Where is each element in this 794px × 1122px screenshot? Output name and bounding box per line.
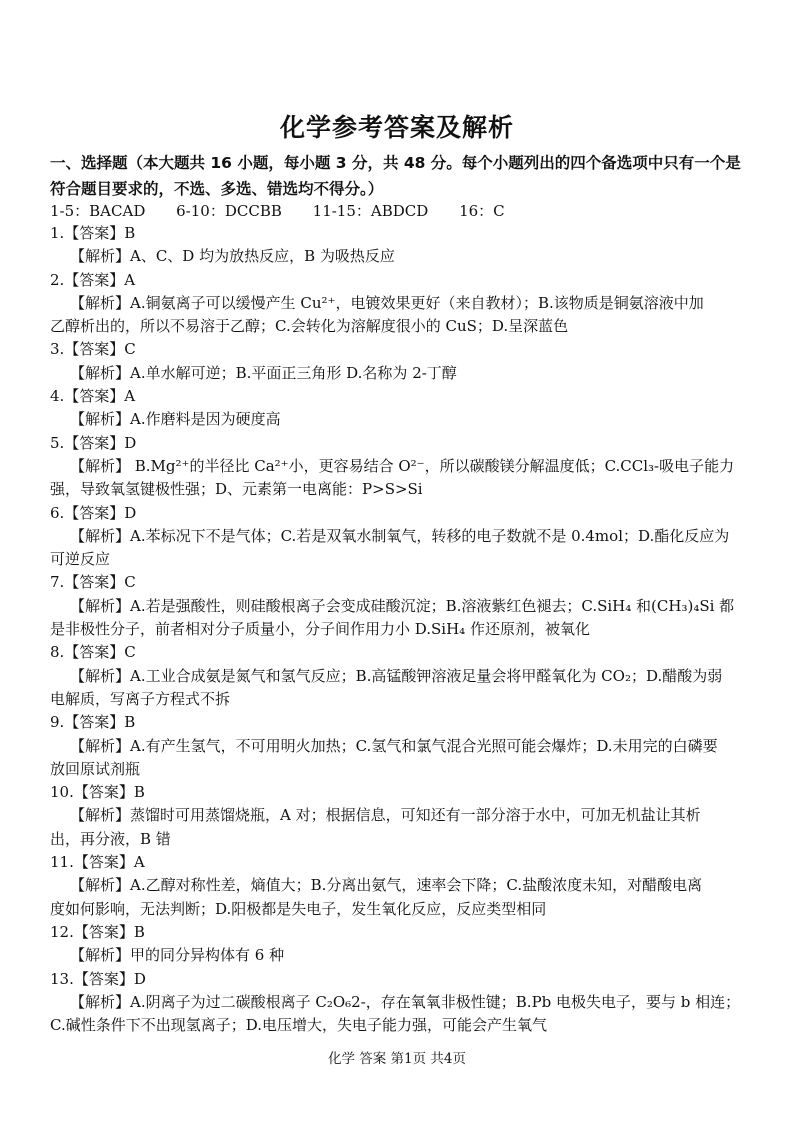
page-footer: 化学 答案 第1页 共4页 — [327, 1051, 467, 1067]
explanation — [50, 245, 750, 268]
answer-line: 5.【答案】D — [50, 433, 137, 452]
explanation-line: 【解析】A.阴离子为过二碳酸根离子 C₂O₆2-，存在氧氧非极性键；B.Pb 电极失电子，要与 b 相连； — [70, 992, 741, 1011]
explanation-line-continued: 可逆反应 — [50, 550, 111, 569]
page-title: 化学参考答案及解析 — [279, 113, 514, 142]
answer-line: 6.【答案】D — [50, 503, 137, 522]
explanation-line-continued: 电解质，写离子方程式不拆 — [50, 689, 231, 708]
answer-item — [50, 385, 750, 432]
explanation-line-continued: 出，再分液，B 错 — [50, 829, 171, 848]
explanation-line: 【解析】A、C、D 均为放热反应，B 为吸热反应 — [70, 247, 395, 266]
explanation — [50, 408, 750, 431]
section-heading: 一、选择题（本大题共 16 小题，每小题 3 分，共 48 分。每个小题列出的四个备选项中只有一个是符合题目要求的，不选、多选、错选均不得分。） — [50, 154, 741, 198]
answer-line: 2.【答案】A — [50, 270, 136, 289]
explanation-line: 【解析】A.铜氨离子可以缓慢产生 Cu²⁺，电镀效果更好（来自教材）；B.该物质是铜氨溶液中加 — [70, 293, 704, 312]
explanation-line: 【解析】A.乙醇对称性差，熵值大；B.分离出氨气，速率会下降；C.盐酸浓度未知，对醋酸电离 — [70, 876, 703, 895]
explanation-line: 【解析】A.工业合成氨是氮气和氢气反应；B.高锰酸钾溶液足量会将甲醛氧化为 CO₂；D.醋酸为弱 — [70, 666, 723, 685]
answer-line: 10.【答案】B — [50, 783, 145, 802]
answer-item — [50, 269, 750, 339]
summary-6-10: 6-10：DCCBB — [176, 202, 282, 220]
answer-line: 13.【答案】D — [50, 969, 146, 988]
explanation — [50, 665, 750, 712]
answer-line: 12.【答案】B — [50, 922, 145, 941]
explanation — [50, 944, 750, 967]
answer-item — [50, 222, 750, 269]
explanation-line-continued: 度如何影响，无法判断；D.阳极都是失电子，发生氧化反应，反应类型相同 — [50, 899, 547, 918]
explanation — [50, 292, 750, 339]
answer-list — [50, 222, 750, 1037]
answer-item — [50, 711, 750, 781]
answer-line: 4.【答案】A — [50, 387, 136, 406]
explanation — [50, 455, 750, 502]
explanation-line: 【解析】A.单水解可逆；B.平面正三角形 D.名称为 2-丁醇 — [70, 363, 457, 382]
explanation — [50, 991, 750, 1038]
answer-item — [50, 338, 750, 385]
answer-line: 8.【答案】C — [50, 643, 136, 662]
answer-item — [50, 641, 750, 711]
explanation-line: 【解析】 B.Mg²⁺的半径比 Ca²⁺小，更容易结合 O²⁻，所以碳酸镁分解温度低；C.CCl₃-吸电子能力 — [70, 456, 735, 475]
answer-summary — [50, 200, 531, 222]
explanation — [50, 804, 750, 851]
answer-item — [50, 502, 750, 572]
explanation-line: 【解析】A.有产生氢气，不可用明火加热；C.氢气和氯气混合光照可能会爆炸；D.未用完的白磷要 — [70, 736, 718, 755]
explanation — [50, 595, 750, 642]
answer-item — [50, 571, 750, 641]
explanation-line: 【解析】蒸馏时可用蒸馏烧瓶，A 对；根据信息，可知还有一部分溶于水中，可加无机盐让其析 — [70, 806, 701, 825]
explanation-line: 【解析】A.作磨料是因为硬度高 — [70, 410, 281, 429]
answer-item — [50, 851, 750, 921]
explanation-line-continued: 强，导致氧氢键极性强；D、元素第一电离能：P>S>Si — [50, 480, 423, 499]
explanation-line-continued: C.碱性条件下不出现氢离子；D.电压增大，失电子能力强，可能会产生氧气 — [50, 1016, 547, 1035]
answer-line: 1.【答案】B — [50, 224, 136, 242]
answer-item — [50, 921, 750, 968]
answer-line: 3.【答案】C — [50, 340, 136, 359]
explanation — [50, 874, 750, 921]
answer-item — [50, 781, 750, 851]
answer-line: 11.【答案】A — [50, 853, 145, 872]
answer-line: 7.【答案】C — [50, 573, 136, 592]
explanation — [50, 735, 750, 782]
summary-11-15: 11-15：ABDCD — [312, 202, 429, 220]
explanation — [50, 525, 750, 572]
answer-item — [50, 432, 750, 502]
answer-item — [50, 968, 750, 1038]
explanation-line: 【解析】甲的同分异构体有 6 种 — [70, 946, 285, 965]
explanation-line-continued: 是非极性分子，前者相对分子质量小，分子间作用力小 D.SiH₄ 作还原剂，被氧化 — [50, 620, 590, 639]
explanation — [50, 362, 750, 385]
explanation-line-continued: 放回原试剂瓶 — [50, 759, 141, 778]
explanation-line: 【解析】A.若是强酸性，则硅酸根离子会变成硅酸沉淀；B.溶液紫红色褪去；C.SiH₄ 和(CH₃)₄Si 都 — [70, 596, 735, 615]
summary-16: 16：C — [459, 202, 505, 220]
explanation-line: 【解析】A.苯标况下不是气体；C.若是双氧水制氧气，转移的电子数就不是 0.4mol；D.酯化反应为 — [70, 526, 730, 545]
explanation-line-continued: 乙醇析出的，所以不易溶于乙醇；C.会转化为溶解度很小的 CuS；D.呈深蓝色 — [50, 317, 569, 336]
answer-line: 9.【答案】B — [50, 713, 136, 732]
summary-1-5: 1-5：BACAD — [50, 202, 146, 220]
